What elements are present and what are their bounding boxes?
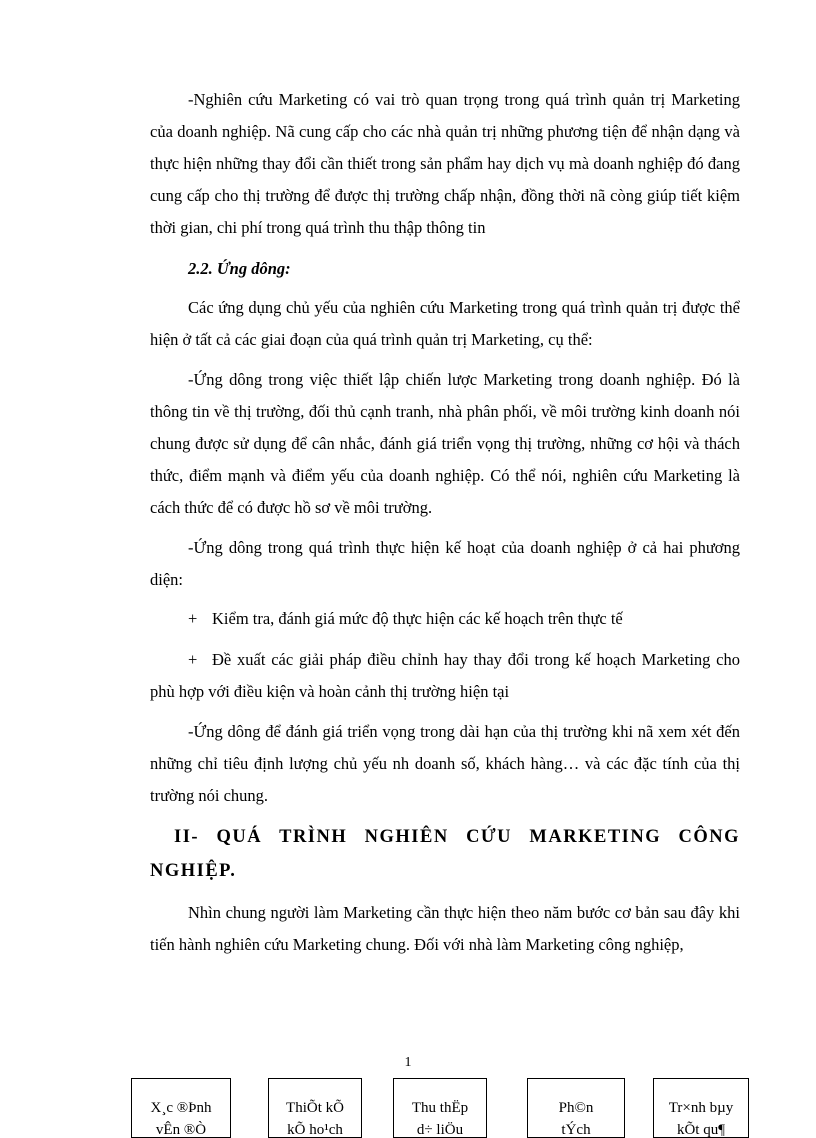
flow-box-label: ThiÕt kÕ bbox=[286, 1100, 344, 1116]
paragraph-long-term-application: -Ứng dông để đánh giá triển vọng trong dài hạn của thị trường khi nã xem xét đến những chỉ tiêu định lượng chủ yếu nh doanh số, khách hàng… và các đặc tính của thị trường nói chung. bbox=[150, 722, 740, 805]
flow-box-sublabel: kÕt qu¶ bbox=[676, 1122, 726, 1138]
bullet-text-check: Kiểm tra, đánh giá mức độ thực hiện các kế hoạch trên thực tế bbox=[212, 609, 623, 628]
flow-box-sublabel: tÝch bbox=[561, 1122, 591, 1138]
page-number: 1 bbox=[404, 1055, 412, 1070]
bullet-plus-symbol: + bbox=[188, 609, 198, 628]
flow-box-label: Thu thËp bbox=[411, 1100, 469, 1116]
flow-box-sublabel: d÷ liÖu bbox=[416, 1122, 464, 1138]
bullet-plus-symbol: + bbox=[188, 650, 198, 669]
bullet-text-propose: Đề xuất các giải pháp điều chỉnh hay thay đổi trong kế hoạch Marketing cho phù hợp với điều kiện và hoàn cảnh thị trường hiện tại bbox=[150, 650, 740, 701]
paragraph-applications-intro: Các ứng dụng chủ yếu của nghiên cứu Marketing trong quá trình quản trị được thể hiện ở tất cả các giai đoạn của quá trình quản trị Marketing, cụ thể: bbox=[150, 298, 740, 349]
flow-box-label: X¸c ®Þnh bbox=[150, 1100, 212, 1116]
flow-box-collect-data bbox=[393, 1078, 487, 1138]
flow-box-analyze bbox=[527, 1078, 625, 1138]
flow-box-sublabel: vÊn ®Ò bbox=[155, 1122, 207, 1138]
flow-box-present-results bbox=[653, 1078, 749, 1138]
flow-box-label: Ph©n bbox=[558, 1100, 594, 1116]
subheading-applications: 2.2. Ứng dông: bbox=[188, 259, 291, 278]
flow-box-label: Tr×nh bµy bbox=[668, 1100, 734, 1116]
flow-box-define-problem bbox=[131, 1078, 231, 1138]
paragraph-strategy-application: -Ứng dông trong việc thiết lập chiến lược Marketing trong doanh nghiệp. Đó là thông tin về thị trường, đối thủ cạnh tranh, nhà phân phối, về môi trường kinh doanh nói chung được sử dụng để cân nhắc, đánh giá triển vọng thị trường, những cơ hội và thách thức, điểm mạnh và điểm yếu của doanh nghiệp. Có thể nói, nghiên cứu Marketing là cách thức để có được hồ sơ về môi trường. bbox=[150, 370, 740, 517]
bullet-item-check bbox=[150, 603, 740, 635]
section-heading: II- QUÁ TRÌNH NGHIÊN CỨU MARKETING CÔNG NGHIỆP. bbox=[150, 827, 740, 881]
paragraph-implementation-application: -Ứng dông trong quá trình thực hiện kế hoạt của doanh nghiệp ở cả hai phương diện: bbox=[150, 538, 740, 589]
paragraph-process-intro: Nhìn chung người làm Marketing cần thực hiện theo năm bước cơ bản sau đây khi tiến hành nghiên cứu Marketing chung. Đối với nhà làm Marketing công nghiệp, bbox=[150, 903, 740, 954]
flow-box-sublabel: kÕ ho¹ch bbox=[287, 1122, 343, 1138]
flow-box-design-plan bbox=[268, 1078, 362, 1138]
paragraph-role-of-research: -Nghiên cứu Marketing có vai trò quan trọng trong quá trình quản trị Marketing của doanh nghiệp. Nã cung cấp cho các nhà quản trị những phương tiện để nhận dạng và thực hiện những thay đổi cần thiết trong sản phẩm hay dịch vụ mà doanh nghiệp đó đang cung cấp cho thị trường để được thị trường chấp nhận, đồng thời nã còng giúp tiết kiệm thời gian, chi phí trong quá trình thu thập thông tin bbox=[150, 90, 740, 237]
bullet-item-propose bbox=[150, 644, 740, 708]
